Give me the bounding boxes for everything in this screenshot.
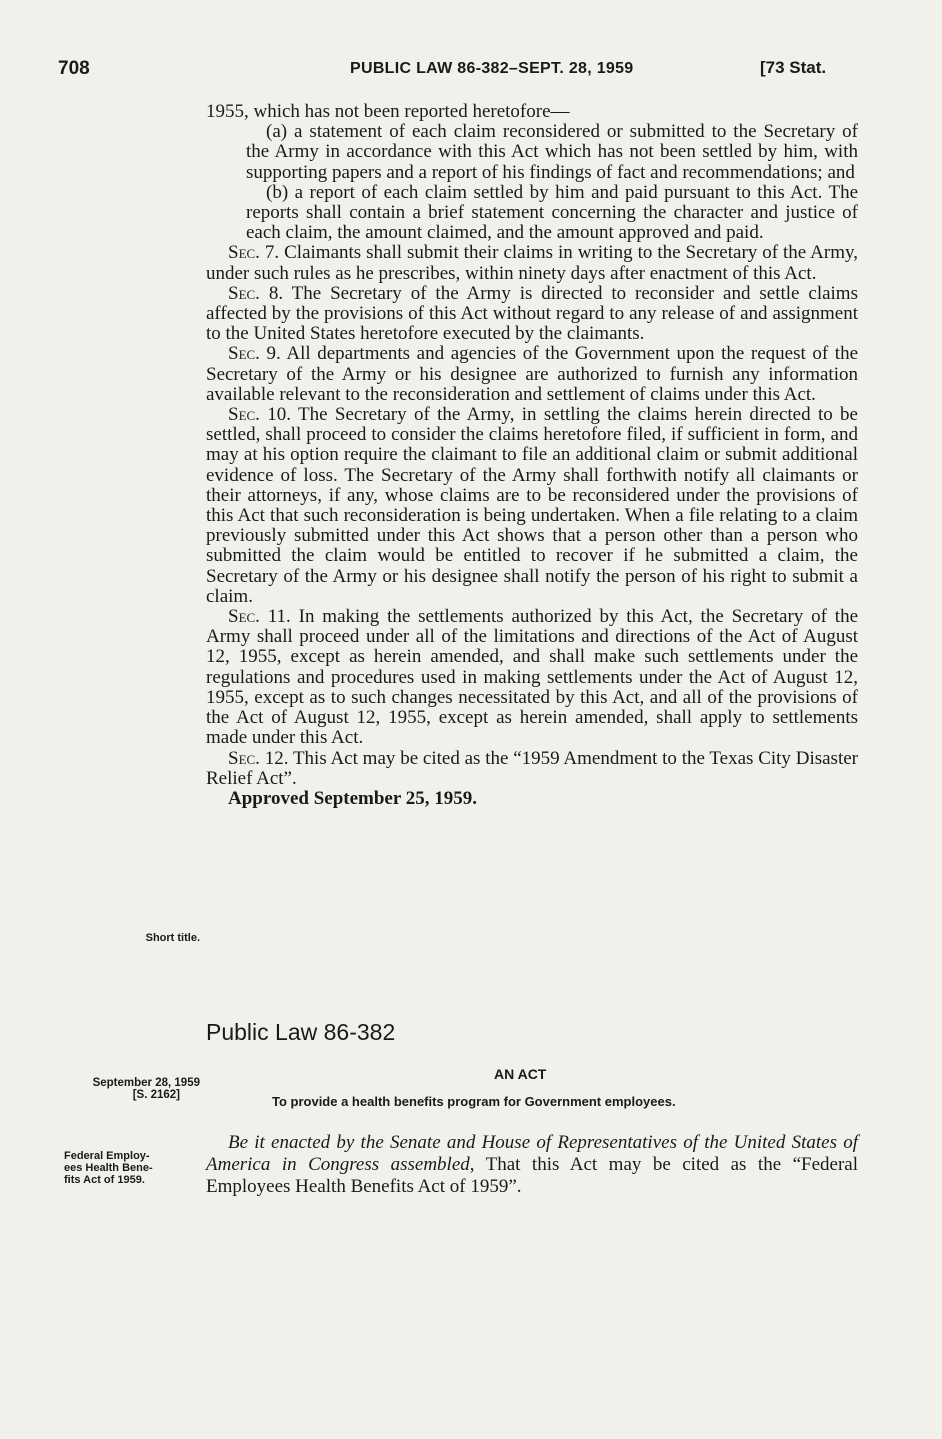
margin-line: ees Health Bene- (64, 1162, 153, 1174)
page-number: 708 (58, 58, 90, 79)
section-label: Sec. 11. (228, 606, 291, 628)
statute-reference: [73 Stat. (760, 58, 827, 77)
section-text: The Secretary of the Army, in settling the claims herein directed to be settled, shall proceed to consider the claims heretofore filed, if sufficient in form, and may at his option require the claimant to file an additional claim or submit additional evidence of loss. The Secretary of the Army shall forthwith notify all claimants or their attorneys, if any, whose claims are to be reconsidered under the provisions of this Act that such reconsideration is being undertaken. When a file relating to a claim previously submitted under this Act shows that a person other than a person who submitted the claim would be entitled to recover if he submitted a claim, the Secretary of the Army or his designee shall notify the person of his right to submit a claim. (206, 404, 858, 607)
statute-body (206, 102, 858, 809)
margin-line: fits Act of 1959. (64, 1174, 145, 1186)
section-9 (206, 344, 858, 405)
paragraph-a: (a) a statement of each claim reconsidered or submitted to the Secretary of the Army in accordance with this Act which has not been settled by him, with supporting papers and a report of his findings of fact and recommendations; and (246, 121, 858, 183)
section-text: This Act may be cited as the “1959 Amendment to the Texas City Disaster Relief Act”. (206, 747, 858, 789)
margin-note-feb-act (64, 1150, 204, 1186)
section-label: Sec. 12. (228, 747, 289, 769)
section-label: Sec. 9. (228, 343, 281, 365)
margin-note-date (60, 1077, 200, 1101)
running-title: PUBLIC LAW 86-382–SEPT. 28, 1959 (350, 60, 634, 77)
section-10 (206, 405, 858, 607)
paragraph: 1955, which has not been reported heretofore— (206, 101, 570, 122)
section-text: All departments and agencies of the Government upon the request of the Secretary of the Army or his designee are authorized to furnish any information available relevant to the reconsideration and settlement of claims under this Act. (206, 343, 859, 405)
section-8 (206, 284, 858, 345)
margin-bill-number: [S. 2162] (132, 1089, 180, 1101)
margin-line: Federal Employ- (64, 1150, 150, 1162)
margin-date: September 28, 1959 (92, 1077, 200, 1089)
section-text: The Secretary of the Army is directed to reconsider and settle claims affected by the provisions of this Act without regard to any release of and assignment to the United States heretofore executed by the claimants. (206, 282, 858, 345)
running-header (0, 58, 942, 88)
section-11 (206, 607, 858, 748)
enacting-formula: Be it enacted by the Senate and House of Representatives of the United States of America in Congress assembled (206, 1132, 858, 1175)
enacting-text: , That this Act may be cited as the “Federal Employees Health Benefits Act of 1959”. (206, 1154, 858, 1197)
approved-date: Approved September 25, 1959. (228, 787, 477, 809)
public-law-title: Public Law 86-382 (206, 1019, 396, 1045)
act-purpose: To provide a health benefits program for Government employees. (272, 1094, 676, 1109)
section-text: In making the settlements authorized by this Act, the Secretary of the Army shall proceed under all of the limitations and directions of the Act of August 12, 1955, except as herein amended, and shall make such settlements under the regulations and procedures used in making settlements under the Act of August 12, 1955, except as to such changes necessitated by this Act, and all of the provisions of the Act of August 12, 1955, except as herein amended, shall apply to settlements made under this Act. (206, 606, 859, 749)
section-text: Claimants shall submit their claims in writing to the Secretary of the Army, under such rules as he prescribes, within ninety days after enactment of this Act. (206, 242, 858, 284)
margin-note-short-title: Short title. (145, 932, 200, 944)
an-act-heading: AN ACT (494, 1066, 547, 1082)
section-7 (206, 243, 858, 283)
section-label: Sec. 7. (228, 242, 280, 264)
section-label: Sec. 8. (228, 282, 284, 304)
section-12 (206, 749, 858, 789)
paragraph-b: (b) a report of each claim settled by him and paid pursuant to this Act. The reports shall contain a brief statement concerning the character and justice of each claim, the amount claimed, and the amount approved and paid. (246, 181, 858, 244)
section-label: Sec. 10. (228, 404, 292, 426)
enacting-clause (206, 1132, 858, 1198)
